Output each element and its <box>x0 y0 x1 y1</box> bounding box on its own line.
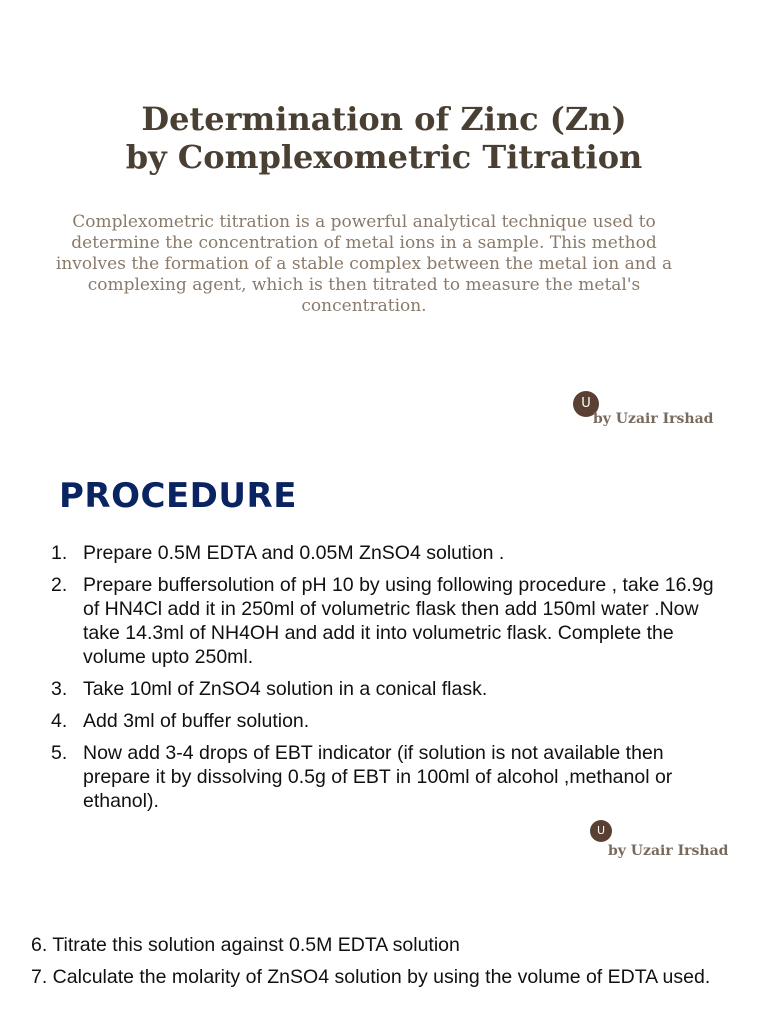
procedure-steps <box>48 541 718 821</box>
step-text: Now add 3-4 drops of EBT indicator (if solution is not available then prepare it by dissolving 0.5g of EBT in 100ml of alcohol ,methanol or ethanol). <box>83 742 673 812</box>
title-line-1: Determination of Zinc (Zn) <box>141 100 627 138</box>
list-item <box>48 709 718 733</box>
step-number: 5. <box>51 742 68 764</box>
avatar: U <box>590 820 612 842</box>
list-item <box>48 677 718 701</box>
list-item <box>48 573 718 669</box>
intro-paragraph: Complexometric titration is a powerful analytical technique used to determine the concentration of metal ions in a sample. This method involves the formation of a stable complex between the metal ion and a complexing agent, which is then titrated to measure the metal's concentration. <box>55 212 673 316</box>
step-text: Prepare 0.5M EDTA and 0.05M ZnSO4 solution . <box>83 542 505 564</box>
author-name: by Uzair Irshad <box>593 411 714 427</box>
step-number: 2. <box>51 574 68 596</box>
step-text: Prepare buffersolution of pH 10 by using following procedure , take 16.9g of HN4Cl add it in 250ml of volumetric flask then add 150ml water .Now take 14.3ml of NH4OH and add it into volumetric flask. Complete the volume upto 250ml. <box>83 574 714 668</box>
step-number: 3. <box>51 678 68 700</box>
procedure-steps-continued <box>31 933 731 997</box>
list-item <box>48 741 718 813</box>
procedure-heading: PROCEDURE <box>59 476 297 516</box>
step-number: 4. <box>51 710 68 732</box>
step-text: Add 3ml of buffer solution. <box>83 710 310 732</box>
title-line-2: by Complexometric Titration <box>125 138 643 176</box>
step-number: 1. <box>51 542 68 564</box>
page-title <box>0 100 768 176</box>
list-item <box>48 541 718 565</box>
step-text: Take 10ml of ZnSO4 solution in a conical flask. <box>83 678 488 700</box>
author-name: by Uzair Irshad <box>608 843 729 859</box>
list-item: 6. Titrate this solution against 0.5M EDTA solution <box>31 934 460 956</box>
avatar: U <box>573 391 599 417</box>
list-item: 7. Calculate the molarity of ZnSO4 solution by using the volume of EDTA used. <box>31 966 711 988</box>
